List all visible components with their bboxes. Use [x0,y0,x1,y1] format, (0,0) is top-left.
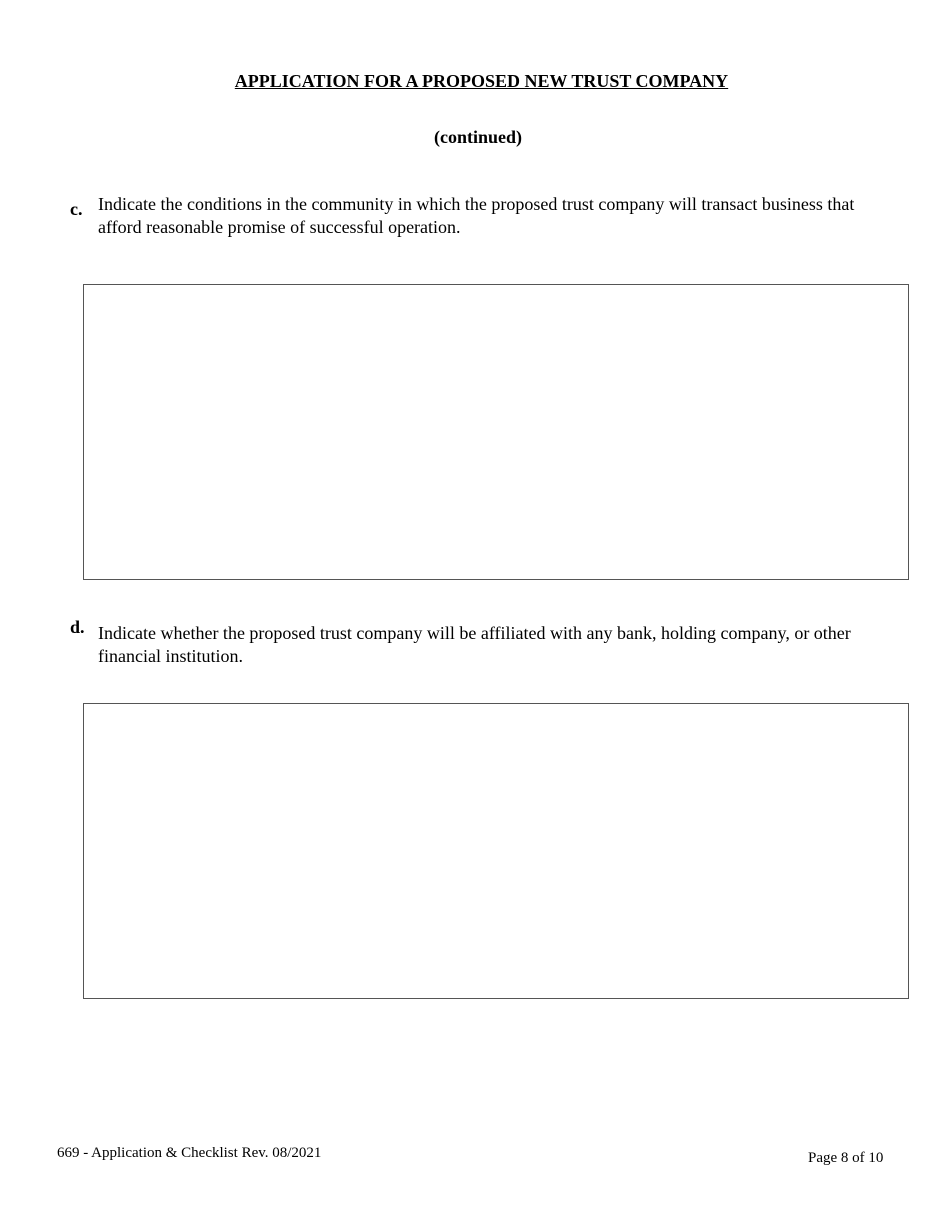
page-number: Page 8 of 10 [808,1150,884,1166]
question-c-letter: c. [70,199,83,219]
question-d-text: Indicate whether the proposed trust company will be affiliated with any bank, holding company, or other financial institution. [98,623,851,666]
question-d-answer-box[interactable] [83,703,909,999]
page-title: APPLICATION FOR A PROPOSED NEW TRUST COMPANY [234,71,729,91]
form-id-footer: 669 - Application & Checklist Rev. 08/2021 [57,1145,322,1161]
question-c-answer-box[interactable] [83,284,909,580]
question-d-letter: d. [70,617,85,637]
question-c-text: Indicate the conditions in the community in which the proposed trust company will transact business that afford reasonable promise of successful operation. [98,194,855,237]
page-subtitle: (continued) [433,127,522,147]
